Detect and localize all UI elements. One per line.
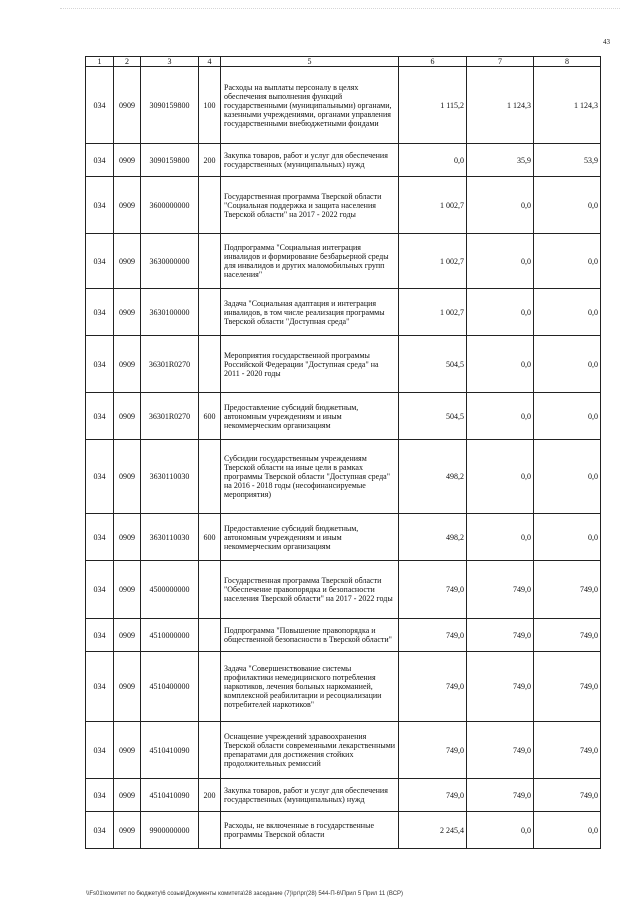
description-cell: Задача "Совершенствование системы профилактики немедицинского потребления наркотиков, лечения больных наркоманией, комплексной реабилитации и ресоциализации потребителей наркотиков" — [221, 652, 399, 722]
description-cell: Закупка товаров, работ и услуг для обеспечения государственных (муниципальных) нужд — [221, 779, 399, 812]
section-code-cell: 0909 — [114, 67, 141, 144]
column-header: 2 — [114, 57, 141, 67]
expense-type-cell: 600 — [199, 514, 221, 561]
amount-2019-cell: 749,0 — [399, 779, 467, 812]
file-path-footer: \\Fs01\комитет по бюджету\6 созыв\Документы комитета\28 заседание (7)\рг\рг(28) 544-П-6\Прил 5 Прил 11 (ВСР) — [86, 891, 404, 897]
expense-type-cell: 200 — [199, 779, 221, 812]
description-cell: Задача "Социальная адаптация и интеграция инвалидов, в том числе реализация программы Тверской области "Доступная среда" — [221, 289, 399, 336]
section-code-cell: 0909 — [114, 561, 141, 619]
column-header: 6 — [399, 57, 467, 67]
table-row — [86, 336, 601, 393]
amount-2019-cell: 504,5 — [399, 336, 467, 393]
amount-2020-cell: 749,0 — [467, 619, 534, 652]
amount-2021-cell: 0,0 — [534, 234, 601, 289]
ministry-code-cell: 034 — [86, 812, 114, 849]
target-article-cell: 3090159800 — [141, 67, 199, 144]
section-code-cell: 0909 — [114, 177, 141, 234]
amount-2020-cell: 35,9 — [467, 144, 534, 177]
expense-type-cell — [199, 440, 221, 514]
expense-type-cell — [199, 812, 221, 849]
ministry-code-cell: 034 — [86, 234, 114, 289]
amount-2019-cell: 498,2 — [399, 440, 467, 514]
description-cell: Предоставление субсидий бюджетным, автономным учреждениям и иным некоммерческим организациям — [221, 393, 399, 440]
amount-2021-cell: 749,0 — [534, 652, 601, 722]
amount-2021-cell: 53,9 — [534, 144, 601, 177]
amount-2019-cell: 504,5 — [399, 393, 467, 440]
amount-2019-cell: 1 002,7 — [399, 177, 467, 234]
column-header: 4 — [199, 57, 221, 67]
amount-2019-cell: 1 002,7 — [399, 234, 467, 289]
description-cell: Субсидии государственным учреждениям Тверской области на иные цели в рамках программы Тверской области "Доступная среда" на 2016 - 2018 годы (несофинансируемые мероприятия) — [221, 440, 399, 514]
expense-type-cell: 200 — [199, 144, 221, 177]
scan-artifact-line — [60, 8, 620, 11]
expense-type-cell — [199, 234, 221, 289]
expense-type-cell — [199, 722, 221, 779]
amount-2019-cell: 1 002,7 — [399, 289, 467, 336]
column-number-row — [86, 57, 601, 67]
column-header: 5 — [221, 57, 399, 67]
ministry-code-cell: 034 — [86, 619, 114, 652]
ministry-code-cell: 034 — [86, 336, 114, 393]
table-row — [86, 514, 601, 561]
description-cell: Государственная программа Тверской области "Социальная поддержка и защита населения Тверской области" на 2017 - 2022 годы — [221, 177, 399, 234]
amount-2021-cell: 0,0 — [534, 289, 601, 336]
target-article-cell: 3600000000 — [141, 177, 199, 234]
description-cell: Расходы, не включенные в государственные программы Тверской области — [221, 812, 399, 849]
amount-2020-cell: 1 124,3 — [467, 67, 534, 144]
amount-2019-cell: 1 115,2 — [399, 67, 467, 144]
section-code-cell: 0909 — [114, 234, 141, 289]
ministry-code-cell: 034 — [86, 779, 114, 812]
section-code-cell: 0909 — [114, 393, 141, 440]
amount-2020-cell: 0,0 — [467, 440, 534, 514]
description-cell: Подпрограмма "Повышение правопорядка и общественной безопасности в Тверской области" — [221, 619, 399, 652]
ministry-code-cell: 034 — [86, 652, 114, 722]
table-row — [86, 393, 601, 440]
table-row — [86, 234, 601, 289]
amount-2020-cell: 0,0 — [467, 289, 534, 336]
description-cell: Государственная программа Тверской области "Обеспечение правопорядка и безопасности населения Тверской области" на 2017 - 2022 годы — [221, 561, 399, 619]
target-article-cell: 3630100000 — [141, 289, 199, 336]
amount-2020-cell: 0,0 — [467, 393, 534, 440]
ministry-code-cell: 034 — [86, 177, 114, 234]
target-article-cell: 3630110030 — [141, 514, 199, 561]
amount-2021-cell: 0,0 — [534, 177, 601, 234]
expense-type-cell — [199, 177, 221, 234]
amount-2019-cell: 749,0 — [399, 652, 467, 722]
expense-type-cell — [199, 652, 221, 722]
ministry-code-cell: 034 — [86, 289, 114, 336]
description-cell: Предоставление субсидий бюджетным, автономным учреждениям и иным некоммерческим организациям — [221, 514, 399, 561]
description-cell: Мероприятия государственной программы Российской Федерации "Доступная среда" на 2011 - 2020 годы — [221, 336, 399, 393]
column-header: 3 — [141, 57, 199, 67]
amount-2019-cell: 498,2 — [399, 514, 467, 561]
section-code-cell: 0909 — [114, 289, 141, 336]
amount-2020-cell: 0,0 — [467, 812, 534, 849]
amount-2021-cell: 749,0 — [534, 779, 601, 812]
target-article-cell: 3630000000 — [141, 234, 199, 289]
table-row — [86, 561, 601, 619]
amount-2019-cell: 2 245,4 — [399, 812, 467, 849]
amount-2020-cell: 0,0 — [467, 336, 534, 393]
amount-2019-cell: 749,0 — [399, 561, 467, 619]
amount-2019-cell: 749,0 — [399, 722, 467, 779]
column-header: 8 — [534, 57, 601, 67]
section-code-cell: 0909 — [114, 722, 141, 779]
column-header: 1 — [86, 57, 114, 67]
table-row — [86, 619, 601, 652]
expense-type-cell — [199, 619, 221, 652]
amount-2021-cell: 0,0 — [534, 393, 601, 440]
expense-type-cell: 100 — [199, 67, 221, 144]
page-number: 43 — [603, 38, 610, 46]
table-row — [86, 67, 601, 144]
column-header: 7 — [467, 57, 534, 67]
target-article-cell: 36301R0270 — [141, 336, 199, 393]
section-code-cell: 0909 — [114, 619, 141, 652]
ministry-code-cell: 034 — [86, 144, 114, 177]
section-code-cell: 0909 — [114, 812, 141, 849]
expense-type-cell — [199, 289, 221, 336]
amount-2020-cell: 0,0 — [467, 234, 534, 289]
amount-2020-cell: 749,0 — [467, 779, 534, 812]
amount-2021-cell: 0,0 — [534, 514, 601, 561]
amount-2021-cell: 0,0 — [534, 336, 601, 393]
target-article-cell: 4500000000 — [141, 561, 199, 619]
target-article-cell: 3090159800 — [141, 144, 199, 177]
ministry-code-cell: 034 — [86, 561, 114, 619]
amount-2020-cell: 749,0 — [467, 561, 534, 619]
expense-type-cell: 600 — [199, 393, 221, 440]
table-row — [86, 779, 601, 812]
amount-2021-cell: 749,0 — [534, 619, 601, 652]
description-cell: Подпрограмма "Социальная интеграция инвалидов и формирование безбарьерной среды для инвалидов и других маломобильных групп населения" — [221, 234, 399, 289]
table-row — [86, 177, 601, 234]
amount-2019-cell: 749,0 — [399, 619, 467, 652]
target-article-cell: 4510410090 — [141, 779, 199, 812]
table-row — [86, 812, 601, 849]
amount-2021-cell: 749,0 — [534, 722, 601, 779]
table-row — [86, 289, 601, 336]
amount-2021-cell: 749,0 — [534, 561, 601, 619]
amount-2021-cell: 1 124,3 — [534, 67, 601, 144]
target-article-cell: 36301R0270 — [141, 393, 199, 440]
amount-2020-cell: 0,0 — [467, 514, 534, 561]
section-code-cell: 0909 — [114, 779, 141, 812]
budget-table — [85, 56, 601, 849]
section-code-cell: 0909 — [114, 514, 141, 561]
amount-2020-cell: 0,0 — [467, 177, 534, 234]
amount-2020-cell: 749,0 — [467, 652, 534, 722]
table-row — [86, 652, 601, 722]
description-cell: Закупка товаров, работ и услуг для обеспечения государственных (муниципальных) нужд — [221, 144, 399, 177]
amount-2021-cell: 0,0 — [534, 440, 601, 514]
table-row — [86, 440, 601, 514]
ministry-code-cell: 034 — [86, 67, 114, 144]
expense-type-cell — [199, 561, 221, 619]
amount-2020-cell: 749,0 — [467, 722, 534, 779]
table-row — [86, 722, 601, 779]
amount-2021-cell: 0,0 — [534, 812, 601, 849]
target-article-cell: 9900000000 — [141, 812, 199, 849]
expense-type-cell — [199, 336, 221, 393]
target-article-cell: 4510400000 — [141, 652, 199, 722]
target-article-cell: 4510000000 — [141, 619, 199, 652]
ministry-code-cell: 034 — [86, 722, 114, 779]
target-article-cell: 3630110030 — [141, 440, 199, 514]
section-code-cell: 0909 — [114, 440, 141, 514]
amount-2019-cell: 0,0 — [399, 144, 467, 177]
ministry-code-cell: 034 — [86, 514, 114, 561]
section-code-cell: 0909 — [114, 144, 141, 177]
section-code-cell: 0909 — [114, 652, 141, 722]
ministry-code-cell: 034 — [86, 393, 114, 440]
target-article-cell: 4510410090 — [141, 722, 199, 779]
table-row — [86, 144, 601, 177]
description-cell: Расходы на выплаты персоналу в целях обеспечения выполнения функций государственными (муниципальными) органами, казенными учреждениями, органами управления государственными внебюджетными фондами — [221, 67, 399, 144]
ministry-code-cell: 034 — [86, 440, 114, 514]
section-code-cell: 0909 — [114, 336, 141, 393]
description-cell: Оснащение учреждений здравоохранения Тверской области современными лекарственными препаратами для достижения стойких продолжительных ремиссий — [221, 722, 399, 779]
